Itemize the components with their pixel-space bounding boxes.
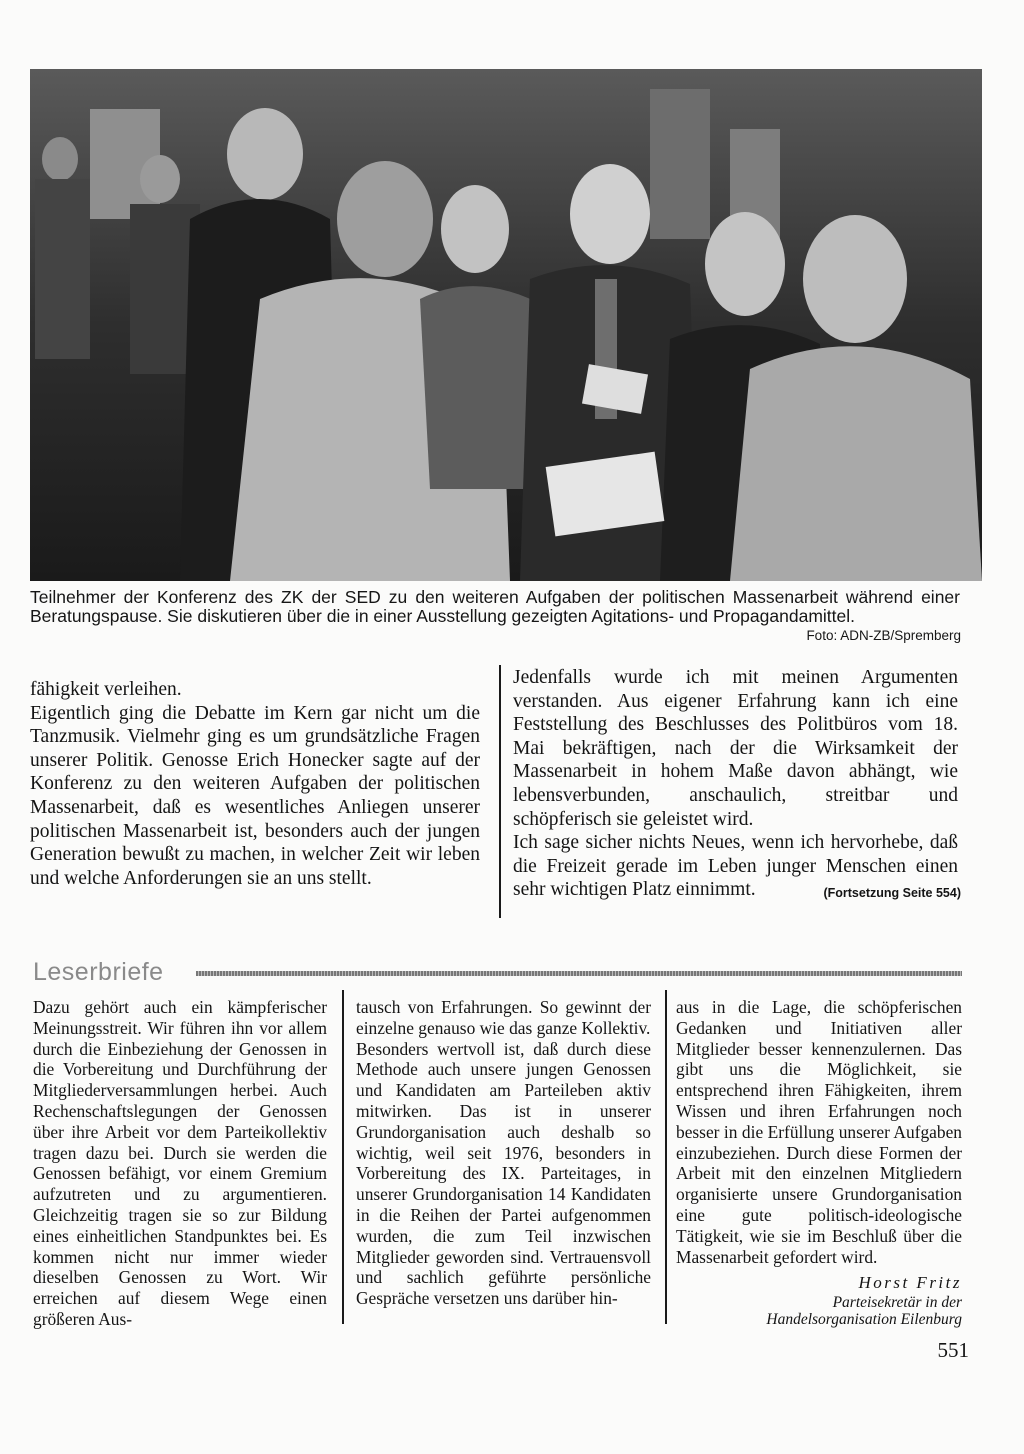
paragraph: Jedenfalls wurde ich mit meinen Argumenten verstanden. Aus eigener Erfahrung kann ich eine Feststellung des Beschlusses des Politbüros vom 18. Mai bekräftigen, nach der die Wirksamkeit der Massenarbeit in hohem Maße davon abhängt, wie lebensverbunden, anschaulich, streitbar und schöpferisch sie geleistet wird. — [513, 667, 958, 830]
photo-credit: Foto: ADN-ZB/Spremberg — [806, 628, 961, 643]
article-column-left — [30, 678, 480, 890]
press-photo — [30, 69, 982, 581]
paragraph: fähigkeit verleihen. — [30, 679, 182, 700]
letter-column-2 — [356, 997, 651, 1309]
signature — [676, 1273, 962, 1328]
column-divider — [342, 990, 344, 1324]
press-photo-icon — [30, 69, 982, 581]
article-column-right — [513, 666, 958, 902]
column-divider — [665, 990, 667, 1324]
continuation-note: (Fortsetzung Seite 554) — [823, 886, 961, 900]
author-organisation: Handelsorganisation Eilenburg — [766, 1311, 962, 1329]
photo-caption — [30, 588, 960, 626]
author-role: Parteisekretär in der — [832, 1294, 962, 1312]
caption-text: Teilnehmer der Konferenz des ZK der SED zu den weiteren Aufgaben der politischen Massenarbeit während einer Beratungspause. Sie diskutieren über die in einer Ausstellung gezeigten Agitations- und Propagandamittel. — [30, 587, 960, 626]
paragraph: Besonders wertvoll ist, daß durch diese Methode auch unsere jungen Genossen und Kandidaten am Parteileben aktiv mitwirken. Das ist in unserer Grundorganisation auch deshalb so wichtig, weil seit 1976, besonders in Vorbereitung des IX. Parteitages, in unserer Grundorganisation 14 Kandidaten in die Reihen der Partei aufgenommen wurden, die zum Teil inzwischen Mitglieder geworden sind. Vertrauensvoll und sachlich geführte persönliche Gespräche versetzen uns darüber hin- — [356, 1038, 651, 1309]
paragraph: tausch von Erfahrungen. So gewinnt der einzelne genauso wie das ganze Kollektiv. — [356, 997, 651, 1038]
section-rule — [196, 971, 962, 976]
paragraph: Eigentlich ging die Debatte im Kern gar nicht um die Tanzmusik. Vielmehr ging es um grundsätzliche Fragen unserer Politik. Genosse Erich Honecker sagte auf der Konferenz zu den weiteren Aufgaben der politischen Massenarbeit, daß es wesentliches Anliegen unserer politischen Massenarbeit ist, besonders auch der jungen Generation bewußt zu machen, in welcher Zeit wir leben und welche Anforderungen sie an uns stellt. — [30, 702, 480, 889]
paragraph: aus in die Lage, die schöpferischen Gedanken und Initiativen aller Mitglieder besser kennenzulernen. Das gibt uns die Möglichkeit, sie entsprechend ihren Fähigkeiten, ihrem Wissen und ihren Erfahrungen noch besser in die Erfüllung unserer Aufgaben einzubeziehen. Durch diese Formen der Arbeit mit den einzelnen Mitgliedern organisierte unsere Grundorganisation eine gute politisch-ideologische Tätigkeit, wie sie im Beschluß über die Massenarbeit gefordert wird. — [676, 997, 962, 1267]
letter-column-3 — [676, 997, 962, 1328]
author-name: Horst Fritz — [858, 1273, 962, 1293]
paragraph: Ich sage sicher nichts Neues, wenn ich hervorhebe, daß die Freizeit gerade im Leben junger Menschen einen sehr wichtigen Platz einnimmt. — [513, 832, 958, 901]
letter-column-1 — [33, 997, 327, 1330]
section-title: Leserbriefe — [33, 958, 164, 986]
page-number: 551 — [937, 1338, 969, 1362]
paragraph: Dazu gehört auch ein kämpferischer Meinungsstreit. Wir führen ihn vor allem durch die Einbeziehung der Genossen in die Vorbereitung und Durchführung der Mitgliederversammlungen herbei. Auch Rechenschaftslegungen der Genossen über ihre Arbeit vor dem Parteikollektiv tragen dazu bei. Durch sie werden die Genossen befähigt, vor einem Gremium aufzutreten und zu argumentieren. Gleichzeitig tragen sie so zur Bildung eines einheitlichen Standpunktes bei. Es kommen nicht nur immer wieder dieselben Genossen zu Wort. Wir erreichen auf diesem Wege einen größeren Aus- — [33, 997, 327, 1329]
column-divider — [499, 665, 501, 918]
